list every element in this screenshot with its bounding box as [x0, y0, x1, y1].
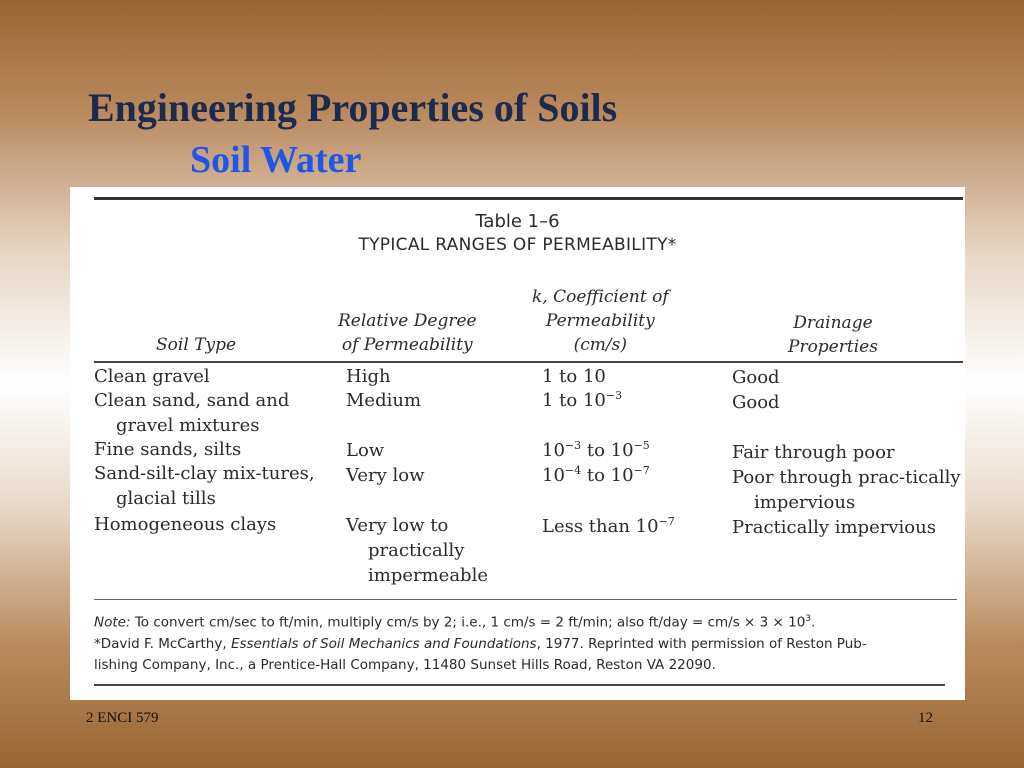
table-image [70, 187, 965, 700]
row4-degree: Very low [346, 465, 425, 486]
row3-degree: Low [346, 440, 385, 461]
row5-drainage: Practically impervious [732, 517, 936, 538]
row1-soil: Clean gravel [94, 366, 210, 387]
header-coefficient: k, Coefficient of Permeability (cm/s) [532, 287, 669, 355]
row2-degree: Medium [346, 390, 422, 411]
table-number: Table 1–6 [475, 211, 560, 232]
row1-degree: High [346, 366, 391, 387]
header-soil-type: Soil Type [156, 335, 237, 355]
source-note: *David F. McCarthy, Essentials of Soil Mechanics and Foundations, 1977. Reprinted with permission of Reston Pub- [94, 635, 867, 652]
row1-drainage: Good [732, 367, 780, 388]
slide-footer-course: 2 ENCI 579 [86, 710, 159, 726]
table-footnotes [94, 609, 867, 676]
table-name: TYPICAL RANGES OF PERMEABILITY* [358, 235, 677, 255]
row4-drainage: Poor through prac-tically impervious [732, 467, 961, 513]
table-bottom-rule [94, 599, 957, 600]
row5-k: Less than $10^{-7}$ [542, 515, 675, 537]
footnote-rule [94, 684, 945, 686]
slide-subtitle: Soil Water [190, 139, 362, 181]
header-drainage: Drainage Properties [788, 313, 878, 357]
slide-title: Engineering Properties of Soils [88, 85, 618, 130]
row2-drainage: Good [732, 392, 780, 413]
header-rule [94, 361, 963, 363]
row2-soil: Clean sand, sand and gravel mixtures [94, 390, 290, 436]
row2-k: 1 to $10^{-3}$ [542, 389, 623, 411]
table-top-rule [94, 197, 963, 200]
conversion-note: Note: To convert cm/sec to ft/min, multiply cm/s by 2; i.e., 1 cm/s = 2 ft/min; also $ft/day = cm/s \times 3 \times 10^3$. [94, 614, 816, 631]
row4-soil: Sand-silt-clay mix-tures, glacial tills [94, 463, 315, 509]
row1-k: 1 to 10 [542, 366, 606, 387]
header-relative-degree: Relative Degree of Permeability [338, 311, 477, 355]
row4-k: $10^{-4}$ to $10^{-7}$ [542, 464, 650, 486]
source-note-line2: lishing Company, Inc., a Prentice-Hall Company, 11480 Sunset Hills Road, Reston VA 22090. [94, 656, 716, 673]
row3-drainage: Fair through poor [732, 442, 895, 463]
row3-k: $10^{-3}$ to $10^{-5}$ [542, 439, 650, 461]
row5-degree: Very low to practically impermeable [346, 515, 488, 586]
row3-soil: Fine sands, silts [94, 439, 242, 460]
slide-page-number: 12 [918, 710, 933, 726]
row5-soil: Homogeneous clays [94, 514, 277, 535]
